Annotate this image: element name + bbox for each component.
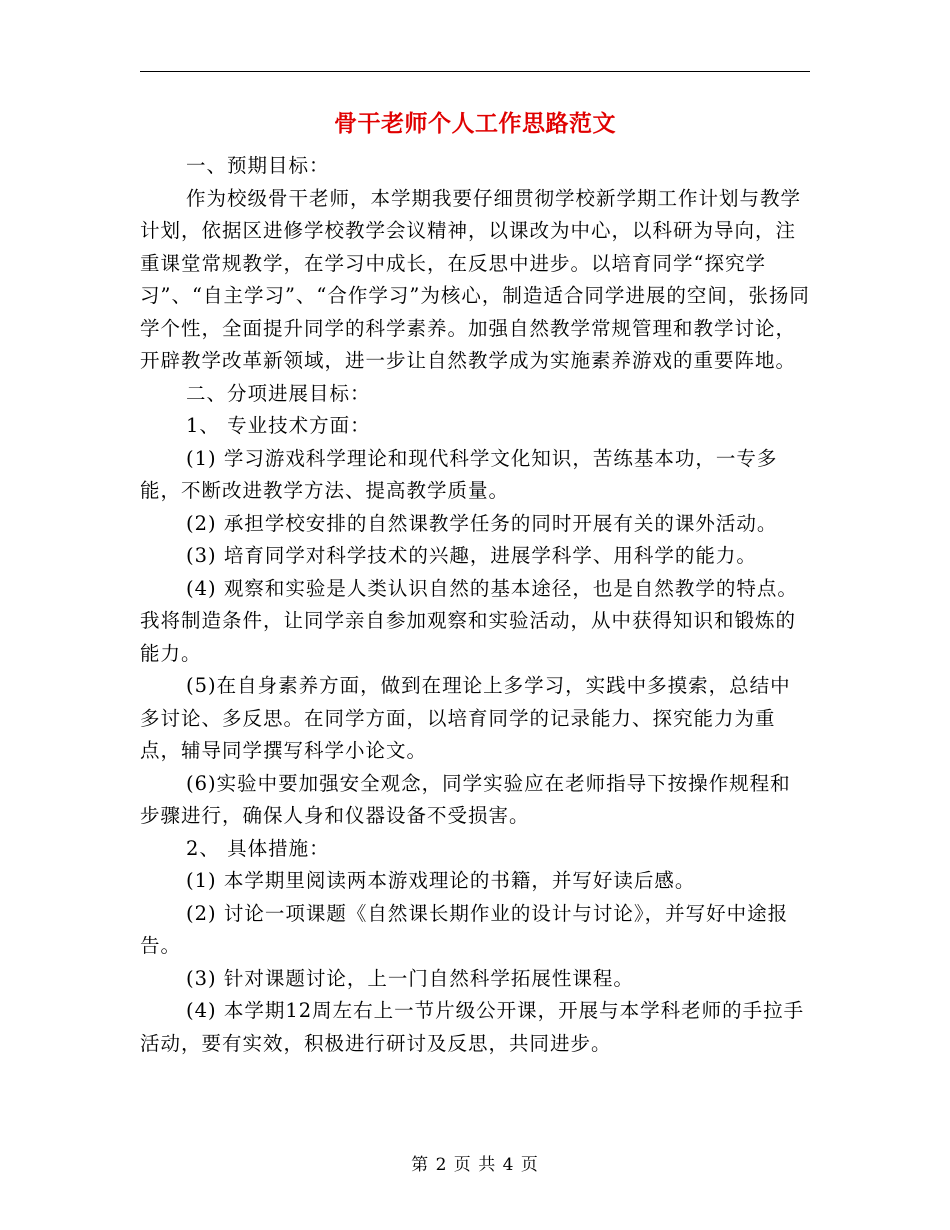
list-item-skill-3: (3) 培育同学对科学技术的兴趣，进展学科学、用科学的能力。 (186, 544, 757, 567)
list-item-skill-6: (6)实验中要加强安全观念，同学实验应在老师指导下按操作规程和步骤进行，确保人身和仪器设备不受损害。 (140, 771, 791, 827)
list-item-measure-1: (1) 本学期里阅读两本游戏理论的书籍，并写好读后感。 (186, 869, 696, 892)
document-title: 骨干老师个人工作思路范文 (334, 110, 616, 137)
page-number-footer: 第 2 页 共 4 页 (411, 1155, 539, 1175)
section-heading-goals: 一、预期目标： (186, 154, 330, 177)
section-heading-targets: 二、分项进展目标： (186, 381, 371, 405)
subheading-professional-skills: 1、 专业技术方面： (186, 414, 371, 437)
header-rule (140, 71, 810, 72)
list-item-skill-5: (5)在自身素养方面，做到在理论上多学习，实践中多摸索，总结中多讨论、多反思。在同学方面，以培育同学的记录能力、探究能力为重点，辅导同学撰写科学小论文。 (140, 674, 791, 762)
list-item-measure-3: (3) 针对课题讨论，上一门自然科学拓展性课程。 (186, 966, 634, 990)
paragraph-intro: 作为校级骨干老师，本学期我要仔细贯彻学校新学期工作计划与教学计划，依据区进修学校教学会议精神，以课改为中心，以科研为导向，注重课堂常规教学，在学习中成长，在反思中进步。以培育同学“探究学习”、“自主学习”、“合作学习”为核心，制造适合同学进展的空间，张扬同学个性，全面提升同学的科学素养。加强自然教学常规管理和教学讨论，开辟教学改革新领域，进一步让自然教学成为实施素养游戏的重要阵地。 (140, 186, 810, 372)
list-item-skill-1: (1) 学习游戏科学理论和现代科学文化知识，苦练基本功，一专多能，不断改进教学方法、提高教学质量。 (140, 446, 778, 502)
list-item-measure-2: (2) 讨论一项课题《自然课长期作业的设计与讨论》，并写好中途报告。 (140, 901, 789, 957)
list-item-skill-4: (4) 观察和实验是人类认识自然的基本途径，也是自然教学的特点。我将制造条件，让同学亲自参加观察和实验活动，从中获得知识和锻炼的能力。 (140, 576, 798, 665)
list-item-measure-4: (4) 本学期12周左右上一节片级公开课，开展与本学科老师的手拉手活动，要有实效，积极进行研讨及反思，共同进步。 (140, 999, 805, 1055)
document-body (140, 150, 810, 1060)
list-item-skill-2: (2) 承担学校安排的自然课教学任务的同时开展有关的课外活动。 (186, 511, 778, 535)
subheading-measures: 2、 具体措施： (186, 836, 330, 860)
